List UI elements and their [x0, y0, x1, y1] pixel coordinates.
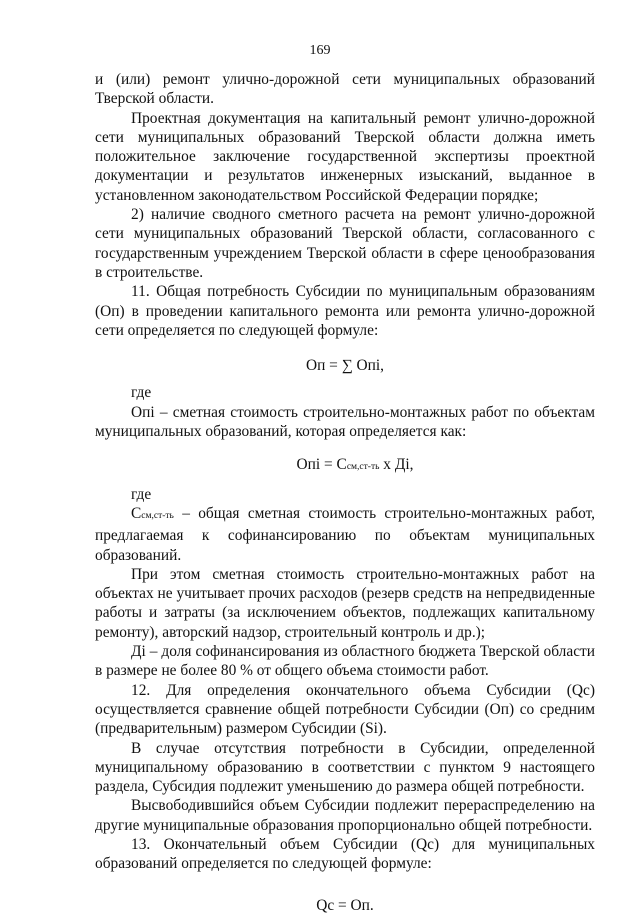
paragraph-item-13: 13. Окончательный объем Субсидии (Qc) для муниципальных образований определяется по следующей формуле: — [95, 835, 595, 873]
where-label: где — [131, 485, 152, 503]
document-body — [95, 70, 595, 915]
formula-opi-subscript: см,ст-ть — [346, 462, 380, 473]
paragraph-continuation: и (или) ремонт улично-дорожной сети муниципальных образований Тверской области. — [95, 71, 595, 108]
paragraph-redistribution: Высвободившийся объем Субсидии подлежит перераспределению на другие муниципальные образования пропорционально общей потребности. — [95, 797, 595, 834]
paragraph-project-documentation: Проектная документация на капитальный ремонт улично-дорожной сети муниципальных образований Тверской области должна иметь положительное заключение государственной экспертизы проектной документации и результатов инженерных изысканий, выданное в установленном законодательством Российской Федерации порядке; — [95, 109, 595, 204]
paragraph-csm-definition — [95, 504, 595, 565]
where-label: где — [131, 384, 152, 402]
csm-subscript: см,ст-ть — [141, 510, 174, 521]
paragraph-item-12: 12. Для определения окончательного объема Субсидии (Qc) осуществляется сравнение общей потребности Субсидии (Оп) со средним (предварительным) размером Субсидии (Si). — [95, 681, 595, 738]
paragraph-item-2: 2) наличие сводного сметного расчета на ремонт улично-дорожной сети муниципальных образований Тверской области, согласованного с государственным учреждением Тверской области в сфере ценообразования в строительстве. — [95, 206, 595, 281]
csm-symbol: С — [131, 504, 142, 522]
paragraph-opi-definition: Опi – сметная стоимость строительно-монтажных работ по объектам муниципальных образований, которая определяется как: — [95, 403, 595, 441]
formula-opi-left: Опi = С — [296, 456, 347, 474]
formula-opi — [115, 455, 595, 477]
paragraph-cost-exclusions: При этом сметная стоимость строительно-монтажных работ на объектах не учитывает прочих расходов (резерв средств на непредвиденные работы и затраты (за исключением объектов, подлежащих капитальному ремонту), авторский надзор, строительный контроль и др.); — [95, 565, 595, 641]
formula-opi-right: х Дi, — [379, 456, 414, 474]
paragraph-di-definition: Дi – доля софинансирования из областного бюджета Тверской области в размере не более 80 % от общего объема стоимости работ. — [95, 643, 595, 680]
page-number: 169 — [309, 43, 331, 58]
formula-total-need: Оп = ∑ Опi, — [305, 357, 385, 375]
csm-text: – общая сметная стоимость строительно-монтажных работ, предлагаемая к софинансированию по объектам муниципальных образований. — [95, 504, 595, 564]
paragraph-item-11: 11. Общая потребность Субсидии по муниципальным образованиям (Оп) в проведении капитального ремонта или ремонта улично-дорожной сети определяется по следующей формуле: — [95, 283, 595, 339]
paragraph-no-need-case: В случае отсутствия потребности в Субсидии, определенной муниципальному образованию в соответствии с пунктом 9 настоящего раздела, Субсидия подлежит уменьшению до размера общей потребности. — [95, 739, 595, 796]
formula-final-volume: Qc = Оп. — [316, 896, 374, 914]
